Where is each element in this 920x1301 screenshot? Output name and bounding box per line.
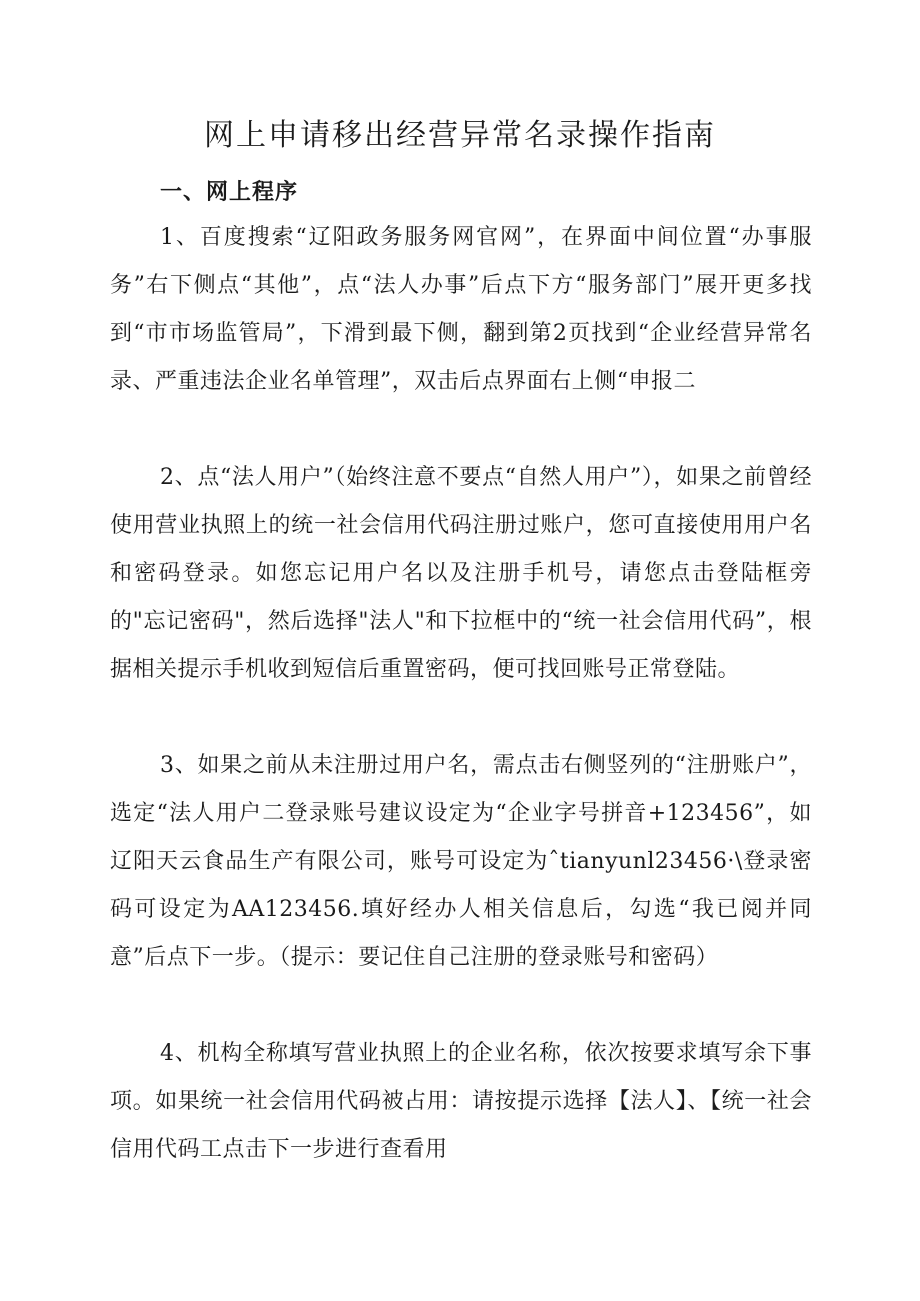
- paragraph-block: [110, 1030, 812, 1174]
- paragraph-step-1: 1、百度搜索“辽阳政务服务网官网”，在界面中间位置“办事服务”右下侧点“其他”，点“法人办事”后点下方“服务部门”展开更多找到“市市场监管局”，下滑到最下侧，翻到第2页找到“企业经营异常名录、严重违法企业名单管理”，双击后点界面右上侧“申报二: [110, 225, 812, 394]
- document-title: 网上申请移出经营异常名录操作指南: [204, 118, 716, 153]
- section-heading: 一、网上程序: [160, 179, 299, 205]
- paragraph-step-4: 4、机构全称填写营业执照上的企业名称，依次按要求填写余下事项。如果统一社会信用代码被占用：请按提示选择【法人】、【统一社会信用代码工点击下一步进行查看用: [110, 1041, 812, 1162]
- paragraph-step-2: 2、点“法人用户”（始终注意不要点“自然人用户”），如果之前曾经使用营业执照上的统一社会信用代码注册过账户，您可直接使用用户名和密码登录。如您忘记用户名以及注册手机号，请您点击登陆框旁的"忘记密码"，然后选择"法人"和下拉框中的“统一社会信用代码”，根据相关提示手机收到短信后重置密码，便可找回账号正常登陆。: [110, 465, 812, 682]
- paragraph-step-3: 3、如果之前从未注册过用户名，需点击右侧竖列的“注册账户”，选定“法人用户二登录账号建议设定为“企业字号拼音+123456”，如辽阳天云食品生产有限公司，账号可设定为ˆtianyunl23456·\登录密码可设定为AA123456.填好经办人相关信息后，勾选“我已阅并同意”后点下一步。（提示：要记住自己注册的登录账号和密码）: [110, 753, 812, 970]
- paragraph-block: [110, 454, 812, 694]
- paragraph-block: [110, 742, 812, 982]
- paragraph-block: [110, 214, 812, 406]
